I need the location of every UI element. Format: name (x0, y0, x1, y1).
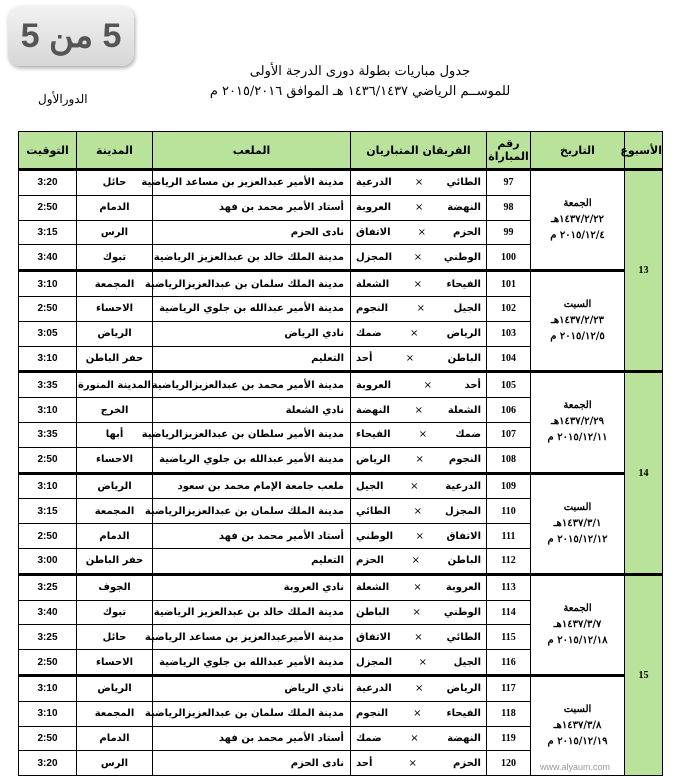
match-teams (351, 447, 487, 473)
teams-pair (351, 506, 486, 517)
away-team: الشعلة (356, 278, 390, 290)
teams-pair (351, 405, 486, 416)
versus-mark: × (410, 480, 419, 492)
week-number: 15 (625, 574, 663, 775)
away-team: ضمك (356, 328, 382, 340)
match-teams (351, 650, 487, 676)
match-teams (351, 321, 487, 346)
round-label: الدورالأول (38, 92, 88, 106)
match-teams (351, 548, 487, 574)
teams-pair (351, 555, 486, 566)
city-name: أبها (77, 422, 153, 447)
versus-mark: × (414, 631, 423, 643)
city-name: تبوك (77, 245, 153, 271)
city-name: حفر الباطن (77, 548, 153, 574)
home-team: النهضة (447, 202, 481, 214)
home-team: ضمك (455, 429, 481, 441)
stadium-name: التعليم (153, 346, 351, 372)
home-team: الجيل (453, 303, 481, 315)
home-team: الطائي (446, 631, 481, 643)
away-team: النجوم (356, 708, 389, 720)
kickoff-time: 2:50 (19, 296, 77, 321)
teams-pair (351, 279, 486, 290)
table-row (19, 675, 663, 701)
kickoff-time: 3:15 (19, 220, 77, 245)
kickoff-time: 2:50 (19, 524, 77, 549)
match-teams (351, 296, 487, 321)
date-hijri: ١٤٣٧/٣/١هـ (553, 517, 602, 529)
date-gregorian: ٢٠١٥/١٢/١٨ م (547, 634, 608, 646)
away-team: أحد (356, 757, 373, 769)
stadium-name: ملعب جامعة الإمام محمد بن سعود (153, 473, 351, 499)
match-teams (351, 220, 487, 245)
home-team: الباطن (447, 352, 481, 364)
kickoff-time: 3:15 (19, 499, 77, 524)
versus-mark: × (412, 606, 421, 618)
versus-mark: × (413, 708, 422, 720)
home-team: الرياض (446, 328, 481, 340)
match-teams (351, 473, 487, 499)
city-name: المجمعة (77, 701, 153, 726)
teams-pair (351, 177, 486, 188)
city-name: الدمام (77, 726, 153, 751)
away-team: الدرعية (356, 683, 392, 695)
match-number: 115 (487, 625, 531, 650)
away-team: الرياض (356, 454, 391, 466)
away-team: المجزل (356, 251, 392, 263)
match-teams (351, 675, 487, 701)
header-week: الأسبوع (625, 132, 663, 170)
away-team: الفيحاء (356, 429, 391, 441)
stadium-name: مدينة الأمير عبدالله بن جلوي الرياضية (153, 296, 351, 321)
header-match-no: رقم المباراة (487, 132, 531, 170)
match-number: 98 (487, 195, 531, 220)
stadium-name: مدينة الملك سلمان بن عبدالعزيزالرياضية (153, 701, 351, 726)
away-team: أحد (356, 352, 373, 364)
teams-pair (351, 733, 486, 744)
match-number: 100 (487, 245, 531, 271)
match-teams (351, 600, 487, 625)
away-team: الاتفاق (356, 226, 391, 238)
match-number: 97 (487, 170, 531, 196)
schedule-table (18, 131, 663, 776)
home-team: الدرعية (445, 480, 481, 492)
match-date (531, 574, 625, 675)
versus-mark: × (413, 278, 422, 290)
table-row (19, 574, 663, 600)
stadium-name: مدينة الأمير عبدالعزيز بن مساعد الرياضية (153, 170, 351, 196)
kickoff-time: 2:50 (19, 195, 77, 220)
kickoff-time: 3:25 (19, 574, 77, 600)
kickoff-time: 3:10 (19, 675, 77, 701)
match-number: 102 (487, 296, 531, 321)
city-name: المدينة المنورة (77, 372, 153, 398)
teams-pair (351, 429, 486, 440)
week-number: 14 (625, 372, 663, 574)
stadium-name: مدينة الملك خالد بن عبدالعزيز الرياضية (153, 600, 351, 625)
versus-mark: × (405, 352, 415, 364)
match-teams (351, 398, 487, 423)
city-name: الرس (77, 751, 153, 776)
table-row (19, 473, 663, 499)
teams-pair (351, 657, 486, 668)
match-teams (351, 751, 487, 776)
match-number: 106 (487, 398, 531, 423)
city-name: الاحساء (77, 447, 153, 473)
versus-mark: × (413, 251, 423, 263)
match-number: 105 (487, 372, 531, 398)
date-day: الجمعة (563, 602, 592, 614)
table-row (19, 271, 663, 297)
home-team: الفيحاء (446, 708, 481, 720)
city-name: الجوف (77, 574, 153, 600)
date-day: الجمعة (563, 400, 592, 412)
match-teams (351, 422, 487, 447)
away-team: الشعلة (356, 582, 390, 594)
stadium-name: مدينة الأمير عبدالله بن جلوي الرياضية (153, 650, 351, 676)
teams-pair (351, 303, 486, 314)
kickoff-time: 3:40 (19, 600, 77, 625)
stadium-name: مدينة الأمير سلطان بن عبدالعزيزالرياضية (153, 422, 351, 447)
date-day: الجمعة (563, 198, 592, 210)
kickoff-time: 3:25 (19, 625, 77, 650)
home-team: الجيل (453, 656, 481, 668)
versus-mark: × (413, 582, 422, 594)
home-team: النجوم (448, 454, 481, 466)
stadium-name: نادى الحزم (153, 751, 351, 776)
kickoff-time: 2:50 (19, 447, 77, 473)
home-team: الباطن (447, 555, 481, 567)
teams-pair (351, 481, 486, 492)
match-number: 108 (487, 447, 531, 473)
city-name: الرس (77, 220, 153, 245)
kickoff-time: 3:35 (19, 422, 77, 447)
kickoff-time: 3:10 (19, 398, 77, 423)
match-teams (351, 195, 487, 220)
versus-mark: × (413, 505, 422, 517)
match-number: 113 (487, 574, 531, 600)
match-number: 109 (487, 473, 531, 499)
match-teams (351, 701, 487, 726)
away-team: النجوم (356, 303, 389, 315)
match-date (531, 675, 625, 775)
kickoff-time: 3:10 (19, 701, 77, 726)
versus-mark: × (408, 757, 417, 769)
away-team: النهضة (356, 404, 390, 416)
match-teams (351, 372, 487, 398)
home-team: الفيحاء (446, 278, 481, 290)
away-team: العروبة (356, 379, 392, 391)
match-teams (351, 726, 487, 751)
watermark: www.alyaum.com (540, 762, 611, 772)
match-date (531, 372, 625, 473)
match-teams (351, 524, 487, 549)
date-gregorian: ٢٠١٥/١٢/٤ م (550, 230, 605, 242)
versus-mark: × (414, 177, 424, 189)
stadium-name: نادي الرياض (153, 675, 351, 701)
teams-pair (351, 683, 486, 694)
table-row (19, 170, 663, 196)
city-name: حائل (77, 625, 153, 650)
kickoff-time: 2:50 (19, 726, 77, 751)
away-team: العروبة (356, 202, 392, 214)
match-number: 107 (487, 422, 531, 447)
header-teams: الفريقان المتباريان (351, 132, 487, 170)
table-row (19, 372, 663, 398)
match-teams (351, 625, 487, 650)
stadium-name: أستاد الأمير محمد بن فهد (153, 195, 351, 220)
home-team: الاتفاق (446, 530, 481, 542)
versus-mark: × (415, 530, 424, 542)
date-hijri: ١٤٣٧/٢/٢٢هـ (550, 214, 605, 226)
home-team: الوطني (443, 606, 481, 618)
city-name: الرياض (77, 321, 153, 346)
city-name: الرياض (77, 675, 153, 701)
header-time: التوقيت (19, 132, 77, 170)
header-city: المدينة (77, 132, 153, 170)
match-teams (351, 346, 487, 372)
date-gregorian: ٢٠١٥/١٢/١٩ م (547, 736, 608, 748)
kickoff-time: 2:50 (19, 650, 77, 676)
home-team: العروبة (445, 582, 481, 594)
date-day: السبت (563, 299, 592, 311)
header-date: التاريخ (531, 132, 625, 170)
stadium-name: نادي الرياض (153, 321, 351, 346)
date-hijri: ١٤٣٧/٣/٨هـ (553, 720, 602, 732)
date-day: السبت (563, 704, 592, 716)
kickoff-time: 3:10 (19, 346, 77, 372)
home-team: الطائي (446, 177, 481, 189)
kickoff-time: 3:10 (19, 271, 77, 297)
stadium-name: نادي العروبة (153, 574, 351, 600)
teams-pair (351, 227, 486, 238)
away-team: الوطني (356, 530, 394, 542)
stadium-name: أستاد الأمير محمد بن فهد (153, 524, 351, 549)
home-team: الرياض (446, 683, 481, 695)
home-team: أحد (464, 379, 481, 391)
table-header-row (19, 132, 663, 170)
match-number: 103 (487, 321, 531, 346)
teams-pair (351, 531, 486, 542)
city-name: الاحساء (77, 296, 153, 321)
match-number: 112 (487, 548, 531, 574)
match-date (531, 170, 625, 271)
city-name: تبوك (77, 600, 153, 625)
kickoff-time: 3:20 (19, 170, 77, 196)
week-number: 13 (625, 170, 663, 372)
document-title: جدول مباريات بطولة دورى الدرجة الأولى (249, 64, 471, 79)
versus-mark: × (417, 226, 426, 238)
away-team: الجيل (356, 480, 384, 492)
date-hijri: ١٤٣٧/٣/٧هـ (553, 618, 602, 630)
away-team: الدرعية (356, 177, 392, 189)
away-team: الباطن (356, 606, 390, 618)
match-number: 119 (487, 726, 531, 751)
home-team: الوطني (443, 251, 481, 263)
stadium-name: مدينة الأمير عبدالله بن جلوي الرياضية (153, 447, 351, 473)
home-team: الشعلة (447, 404, 481, 416)
season-subtitle: للموســم الرياضي ١٤٣٦/١٤٣٧ هـ الموافق ٢٠١٥/٢٠١٦ م (209, 84, 511, 99)
match-teams (351, 170, 487, 196)
away-team: الاتفاق (356, 631, 391, 643)
versus-mark: × (416, 303, 426, 315)
versus-mark: × (410, 732, 419, 744)
versus-mark: × (414, 683, 424, 695)
header-stadium: الملعب (153, 132, 351, 170)
match-teams (351, 499, 487, 524)
kickoff-time: 3:00 (19, 548, 77, 574)
stadium-name: مدينة الملك سلمان بن عبدالعزيزالرياضية (153, 271, 351, 297)
versus-mark: × (423, 379, 433, 391)
match-number: 117 (487, 675, 531, 701)
away-team: الحزم (356, 555, 384, 567)
stadium-name: مدينة الملك سلمان بن عبدالعزيزالرياضية (153, 499, 351, 524)
date-gregorian: ٢٠١٥/١٢/١٢ م (547, 533, 608, 545)
teams-pair (351, 607, 486, 618)
versus-mark: × (415, 454, 424, 466)
home-team: الحزم (453, 757, 481, 769)
versus-mark: × (418, 656, 427, 668)
stadium-name: مدينة الملك خالد بن عبدالعزيز الرياضية (153, 245, 351, 271)
city-name: الدمام (77, 524, 153, 549)
match-date (531, 473, 625, 574)
match-number: 118 (487, 701, 531, 726)
city-name: حفر الباطن (77, 346, 153, 372)
stadium-name: أستاد الأمير محمد بن فهد (153, 726, 351, 751)
date-day: السبت (563, 501, 592, 513)
teams-pair (351, 708, 486, 719)
date-hijri: ١٤٣٧/٢/٢٩هـ (550, 416, 605, 428)
date-hijri: ١٤٣٧/٢/٢٣هـ (550, 315, 605, 327)
match-date (531, 271, 625, 372)
home-team: المجزل (445, 505, 481, 517)
versus-mark: × (409, 328, 419, 340)
teams-pair (351, 328, 486, 339)
stadium-name: نادي الشعلة (153, 398, 351, 423)
schedule-body (19, 170, 663, 776)
kickoff-time: 3:20 (19, 751, 77, 776)
stadium-name: مدينة الأميرعبدالعزيز بن مساعد الرياضية (153, 625, 351, 650)
match-number: 101 (487, 271, 531, 297)
teams-pair (351, 758, 486, 769)
match-teams (351, 574, 487, 600)
teams-pair (351, 632, 486, 643)
match-teams (351, 271, 487, 297)
city-name: المجمعة (77, 271, 153, 297)
city-name: حائل (77, 170, 153, 196)
versus-mark: × (414, 404, 424, 416)
city-name: الرياض (77, 473, 153, 499)
teams-pair (351, 353, 486, 364)
kickoff-time: 3:05 (19, 321, 77, 346)
page-badge: 5 من 5 (8, 6, 134, 66)
match-teams (351, 245, 487, 271)
versus-mark: × (411, 555, 420, 567)
teams-pair (351, 252, 486, 263)
date-gregorian: ٢٠١٥/١٢/١١ م (547, 432, 608, 444)
teams-pair (351, 202, 486, 213)
stadium-name: التعليم (153, 548, 351, 574)
versus-mark: × (414, 202, 424, 214)
teams-pair (351, 454, 486, 465)
city-name: المجمعة (77, 499, 153, 524)
away-team: ضمك (356, 732, 382, 744)
kickoff-time: 3:35 (19, 372, 77, 398)
home-team: الحزم (453, 226, 481, 238)
match-number: 120 (487, 751, 531, 776)
kickoff-time: 3:10 (19, 473, 77, 499)
city-name: الدمام (77, 195, 153, 220)
match-number: 110 (487, 499, 531, 524)
match-number: 116 (487, 650, 531, 676)
date-gregorian: ٢٠١٥/١٢/٥ م (550, 331, 605, 343)
teams-pair (351, 582, 486, 593)
match-number: 104 (487, 346, 531, 372)
match-number: 111 (487, 524, 531, 549)
home-team: النهضة (447, 732, 481, 744)
match-number: 99 (487, 220, 531, 245)
kickoff-time: 3:40 (19, 245, 77, 271)
stadium-name: مدينة الأمير محمد بن عبدالعزيزالرياضية (153, 372, 351, 398)
stadium-name: نادى الحزم (153, 220, 351, 245)
match-number: 114 (487, 600, 531, 625)
away-team: الطائي (356, 505, 391, 517)
city-name: الاحساء (77, 650, 153, 676)
versus-mark: × (418, 429, 428, 441)
teams-pair (351, 380, 486, 391)
away-team: المجزل (356, 656, 393, 668)
city-name: الخرج (77, 398, 153, 423)
